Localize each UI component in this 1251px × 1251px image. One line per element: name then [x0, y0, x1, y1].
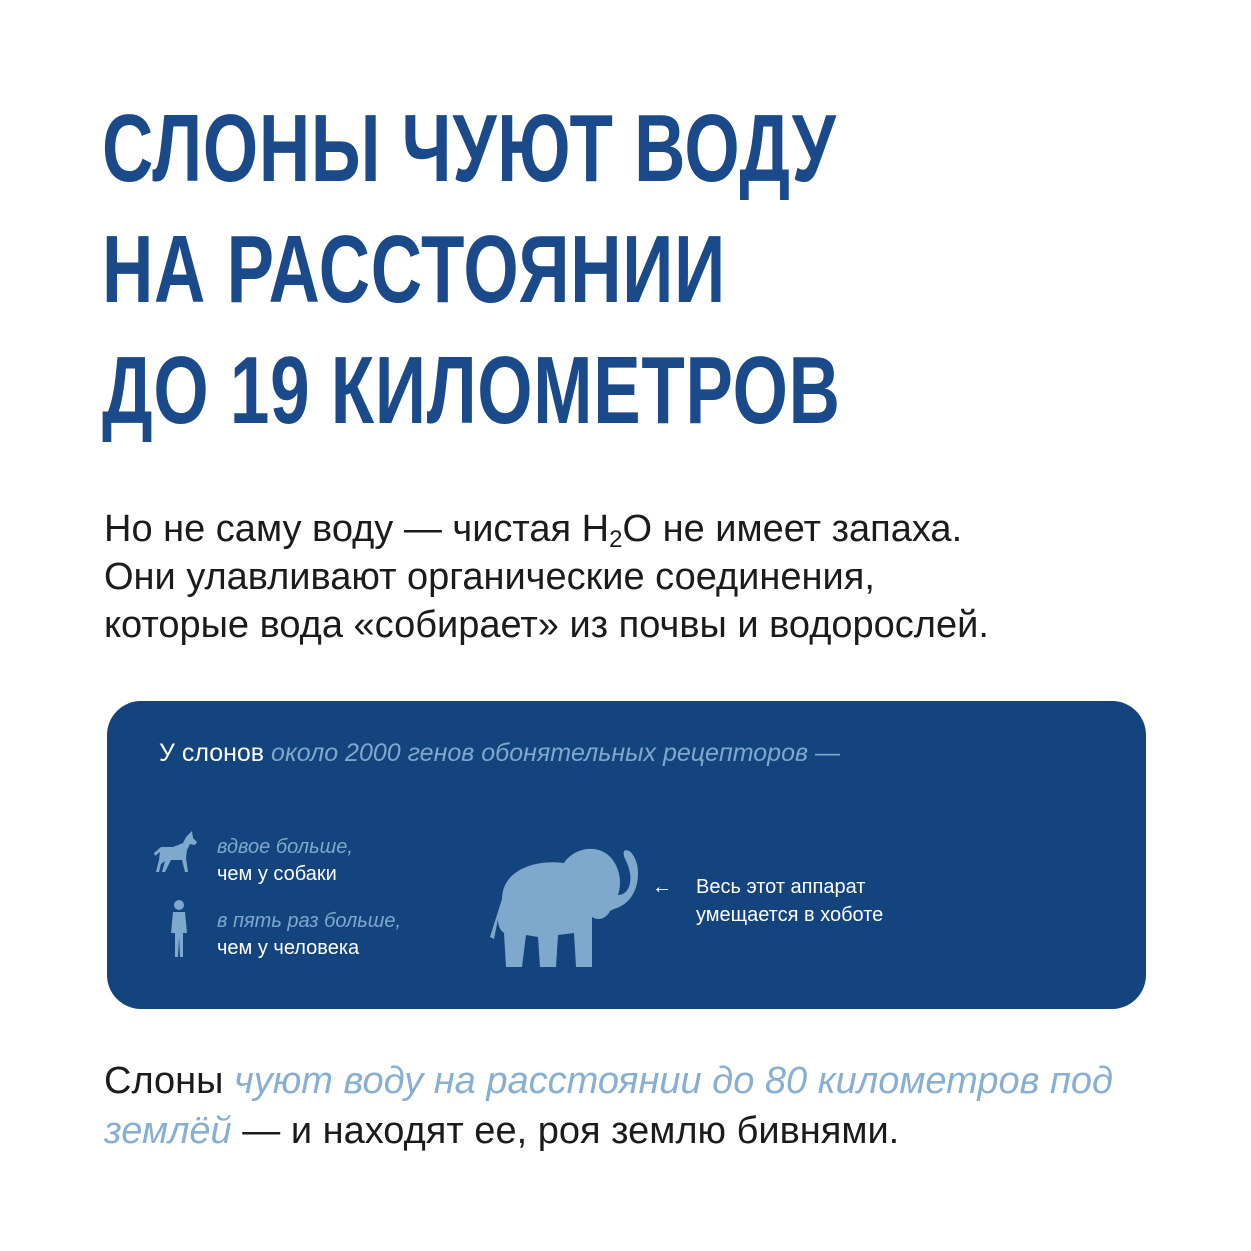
title-line-1: СЛОНЫ ЧУЮТ ВОДУ	[102, 95, 837, 202]
panel-heading-plain: У слонов	[159, 739, 272, 767]
elephant-icon	[482, 829, 642, 969]
outro-highlight: чуют воду на расстоянии до 80 километров под землёй	[104, 1060, 1114, 1152]
panel-heading-highlight: около 2000 генов обонятельных рецепторов —	[271, 739, 840, 767]
outro-paragraph	[104, 1056, 1214, 1156]
trunk-note-line-1: Весь этот аппарат	[696, 876, 866, 898]
intro-line-2: Они улавливают органические соединения,	[104, 556, 875, 598]
intro-line-3: которые вода «собирает» из почвы и водорослей.	[104, 604, 989, 646]
intro-part-2: O не имеет запаха.	[622, 508, 963, 550]
dog-comparison	[217, 834, 353, 888]
info-panel	[107, 701, 1146, 1009]
dog-icon	[151, 828, 199, 876]
dog-comparison-highlight: вдвое больше,	[217, 836, 353, 858]
intro-part-1: Но не саму воду — чистая H	[104, 508, 610, 550]
human-comparison-plain: чем у человека	[217, 937, 360, 959]
arrow-left-icon: ←	[652, 876, 672, 898]
intro-paragraph	[104, 505, 1204, 649]
panel-heading	[159, 739, 840, 768]
dog-comparison-plain: чем у собаки	[217, 863, 337, 885]
human-icon	[167, 899, 191, 959]
human-comparison-highlight: в пять раз больше,	[217, 910, 402, 932]
subscript-2: 2	[609, 526, 623, 553]
trunk-note-line-2: умещается в хоботе	[696, 904, 884, 926]
outro-plain-2: — и находят ее, роя землю бивнями.	[231, 1110, 900, 1152]
page-title	[102, 88, 872, 451]
human-comparison	[217, 908, 401, 962]
outro-plain-1: Слоны	[104, 1060, 235, 1102]
title-line-3: ДО 19 КИЛОМЕТРОВ	[102, 337, 841, 444]
title-line-2: НА РАССТОЯНИИ	[102, 216, 726, 323]
trunk-note-text	[696, 873, 883, 929]
